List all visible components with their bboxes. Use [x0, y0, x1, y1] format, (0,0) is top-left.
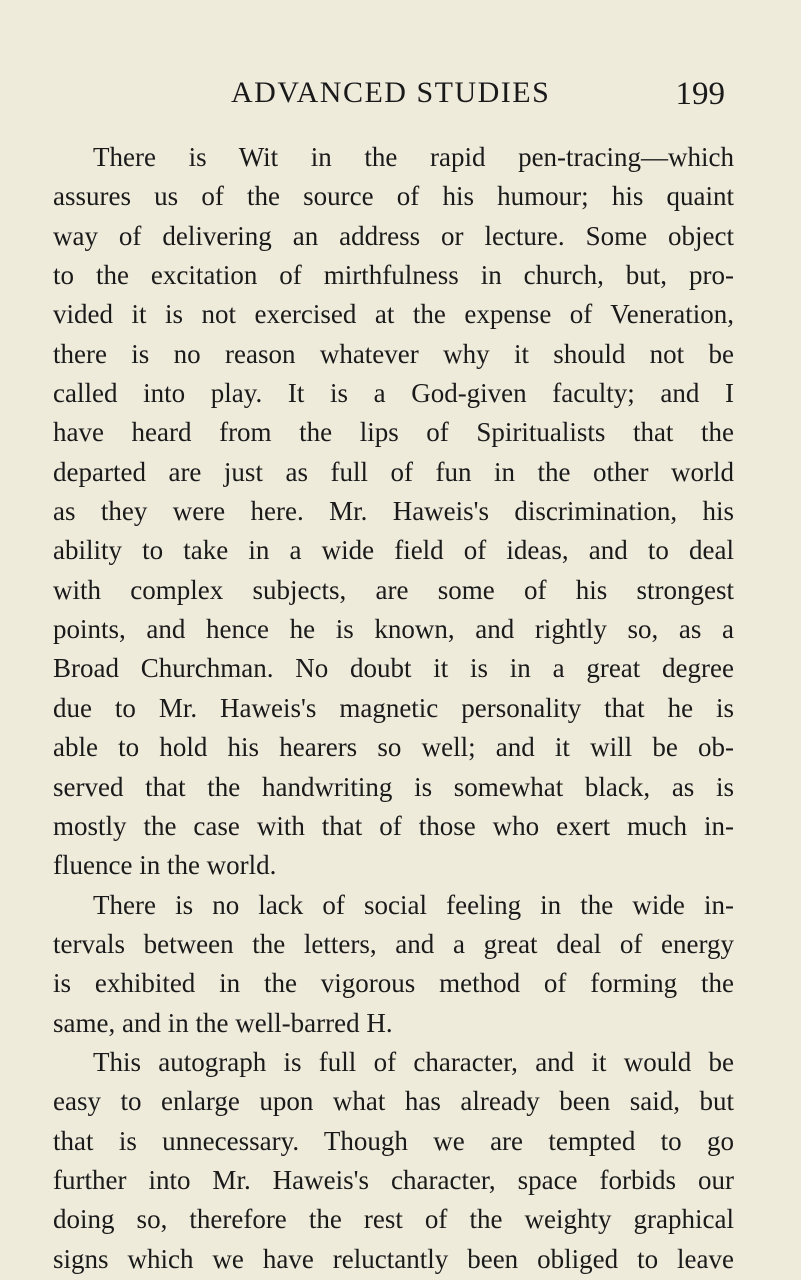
text-line: This autograph is full of character, and it would be	[93, 1046, 734, 1077]
page-number: 199	[675, 76, 725, 112]
body-text	[53, 138, 734, 1279]
text-line: due to Mr. Haweis's magnetic personality that he is	[53, 692, 734, 723]
text-line: easy to enlarge upon what has already been said, but	[53, 1086, 734, 1117]
text-line: departed are just as full of fun in the other world	[53, 456, 734, 487]
text-line: served that the handwriting is somewhat black, as is	[53, 771, 734, 802]
text-line: able to hold his hearers so well; and it will be ob-	[53, 732, 734, 763]
text-line: signs which we have reluctantly been obliged to leave	[53, 1243, 734, 1274]
text-line: is exhibited in the vigorous method of forming the	[53, 968, 734, 999]
text-line: There is no lack of social feeling in the wide in-	[93, 889, 734, 920]
text-line: have heard from the lips of Spiritualists that the	[53, 417, 734, 448]
text-line: there is no reason whatever why it should not be	[53, 338, 734, 369]
text-line: tervals between the letters, and a great deal of energy	[53, 928, 734, 959]
text-line: assures us of the source of his humour; his quaint	[53, 181, 734, 212]
text-line: fluence in the world.	[53, 850, 277, 881]
text-line: to the excitation of mirthfulness in church, but, pro-	[53, 260, 734, 291]
text-line: same, and in the well-barred H.	[53, 1007, 393, 1038]
text-line: with complex subjects, are some of his strongest	[53, 574, 734, 605]
text-line: points, and hence he is known, and rightly so, as a	[53, 614, 734, 645]
text-line: further into Mr. Haweis's character, space forbids our	[53, 1164, 734, 1195]
text-line: mostly the case with that of those who exert much in-	[53, 810, 734, 841]
text-line: vided it is not exercised at the expense of Veneration,	[53, 299, 734, 330]
text-line: Broad Churchman. No doubt it is in a great degree	[53, 653, 734, 684]
running-head: ADVANCED STUDIES	[231, 76, 551, 109]
text-line: called into play. It is a God-given faculty; and I	[53, 378, 734, 409]
text-line: as they were here. Mr. Haweis's discrimination, his	[53, 496, 734, 527]
text-line: There is Wit in the rapid pen-tracing—which	[93, 142, 734, 172]
text-line: that is unnecessary. Though we are tempted to go	[53, 1125, 734, 1156]
text-line: doing so, therefore the rest of the weighty graphical	[53, 1204, 734, 1235]
text-line: way of delivering an address or lecture. Some object	[53, 220, 734, 251]
text-line: ability to take in a wide field of ideas, and to deal	[53, 535, 734, 566]
